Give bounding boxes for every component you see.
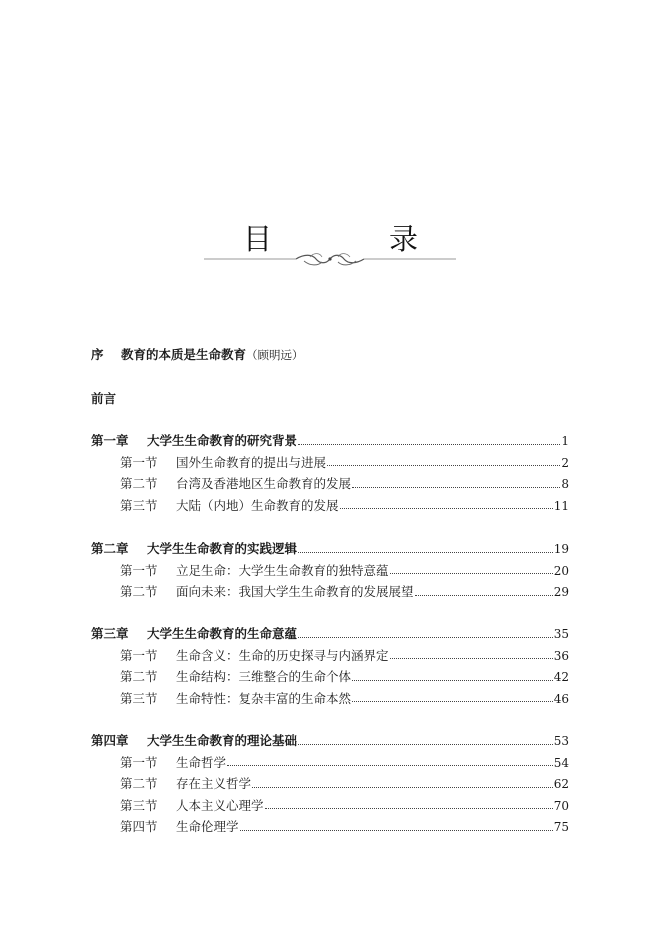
dot-leader (340, 508, 553, 509)
dot-leader (390, 573, 553, 574)
section-page-number: 36 (553, 648, 569, 663)
dot-leader (227, 765, 553, 766)
dot-leader (265, 808, 553, 809)
section-number: 第二节 (120, 669, 158, 684)
section-title: 立足生命：大学生生命教育的独特意蕴 (176, 562, 389, 578)
section-page-number: 46 (553, 691, 569, 706)
section-title: 生命结构：三维整合的生命个体 (176, 669, 352, 684)
section-number: 第一节 (120, 562, 158, 578)
toc-chapter-entry (91, 732, 569, 750)
dot-leader (352, 701, 553, 702)
dot-leader (298, 444, 560, 445)
section-title: 国外生命教育的提出与进展 (176, 454, 327, 470)
chapter-number: 第一章 (91, 433, 129, 448)
chapter-number: 第三章 (91, 626, 129, 641)
section-number: 第三节 (120, 497, 158, 513)
section-number: 第三节 (120, 797, 158, 813)
preface-author: （顾明远） (245, 348, 304, 362)
section-number: 第三节 (120, 690, 158, 706)
toc-section-entry (120, 775, 569, 793)
page-title: 目 录 (242, 222, 462, 256)
section-page-number: 42 (553, 670, 569, 684)
section-page-number: 29 (553, 585, 569, 599)
dot-leader (415, 595, 553, 596)
section-title: 面向未来：我国大学生生命教育的发展展望 (176, 584, 414, 599)
chapter-title: 大学生生命教育的实践逻辑 (147, 541, 298, 556)
section-page-number: 11 (553, 498, 569, 513)
toc-chapter-entry (91, 540, 569, 558)
chapter-number: 第四章 (91, 733, 129, 748)
section-number: 第一节 (120, 647, 158, 663)
toc-section-entry (120, 454, 569, 472)
section-title: 生命特性：复杂丰富的生命本然 (176, 690, 352, 706)
section-page-number: 20 (553, 563, 569, 578)
dot-leader (327, 465, 560, 466)
section-page-number: 54 (553, 755, 569, 770)
toc-section-entry (120, 668, 569, 686)
preface-label: 序 (91, 347, 104, 362)
toc-section-entry (120, 475, 569, 493)
chapter-page-number: 1 (561, 434, 569, 448)
dot-leader (240, 830, 553, 831)
toc-foreword: 前言 (91, 391, 117, 406)
toc-section-entry (120, 690, 569, 708)
toc-section-entry (120, 754, 569, 772)
dot-leader (352, 680, 553, 681)
dot-leader (298, 637, 553, 638)
section-title: 台湾及香港地区生命教育的发展 (176, 476, 352, 491)
chapter-page-number: 53 (553, 734, 569, 748)
section-number: 第一节 (120, 454, 158, 470)
section-number: 第四节 (120, 819, 158, 834)
section-number: 第二节 (120, 476, 158, 491)
section-page-number: 62 (553, 777, 569, 791)
dot-leader (298, 552, 553, 553)
dot-leader (352, 487, 560, 488)
section-page-number: 8 (561, 477, 569, 491)
dot-leader (390, 658, 553, 659)
section-number: 第二节 (120, 584, 158, 599)
dot-leader (252, 787, 553, 788)
chapter-number: 第二章 (91, 541, 129, 556)
section-title: 生命哲学 (176, 754, 227, 770)
chapter-title: 大学生生命教育的研究背景 (147, 433, 298, 448)
section-number: 第二节 (120, 776, 158, 791)
toc-chapter-entry (91, 625, 569, 643)
section-title: 生命伦理学 (176, 819, 239, 834)
toc-section-entry (120, 497, 569, 515)
toc-section-entry (120, 583, 569, 601)
chapter-title: 大学生生命教育的生命意蕴 (147, 626, 298, 641)
chapter-page-number: 35 (553, 627, 569, 641)
section-title: 生命含义：生命的历史探寻与内涵界定 (176, 647, 389, 663)
toc-section-entry (120, 647, 569, 665)
section-title: 人本主义心理学 (176, 797, 264, 813)
preface-title: 教育的本质是生命教育 (120, 347, 246, 362)
toc-chapter-entry (91, 432, 569, 450)
section-page-number: 75 (553, 820, 569, 834)
section-page-number: 70 (553, 798, 569, 813)
toc-section-entry (120, 562, 569, 580)
section-number: 第一节 (120, 754, 158, 770)
chapter-title: 大学生生命教育的理论基础 (147, 733, 298, 748)
section-page-number: 2 (561, 455, 569, 470)
section-title: 存在主义哲学 (176, 776, 252, 791)
toc-preface (91, 346, 303, 364)
toc-section-entry (120, 797, 569, 815)
chapter-page-number: 19 (553, 542, 569, 556)
dot-leader (298, 744, 553, 745)
toc-section-entry (120, 818, 569, 836)
section-title: 大陆（内地）生命教育的发展 (176, 497, 339, 513)
title-ornament-divider (200, 252, 460, 272)
